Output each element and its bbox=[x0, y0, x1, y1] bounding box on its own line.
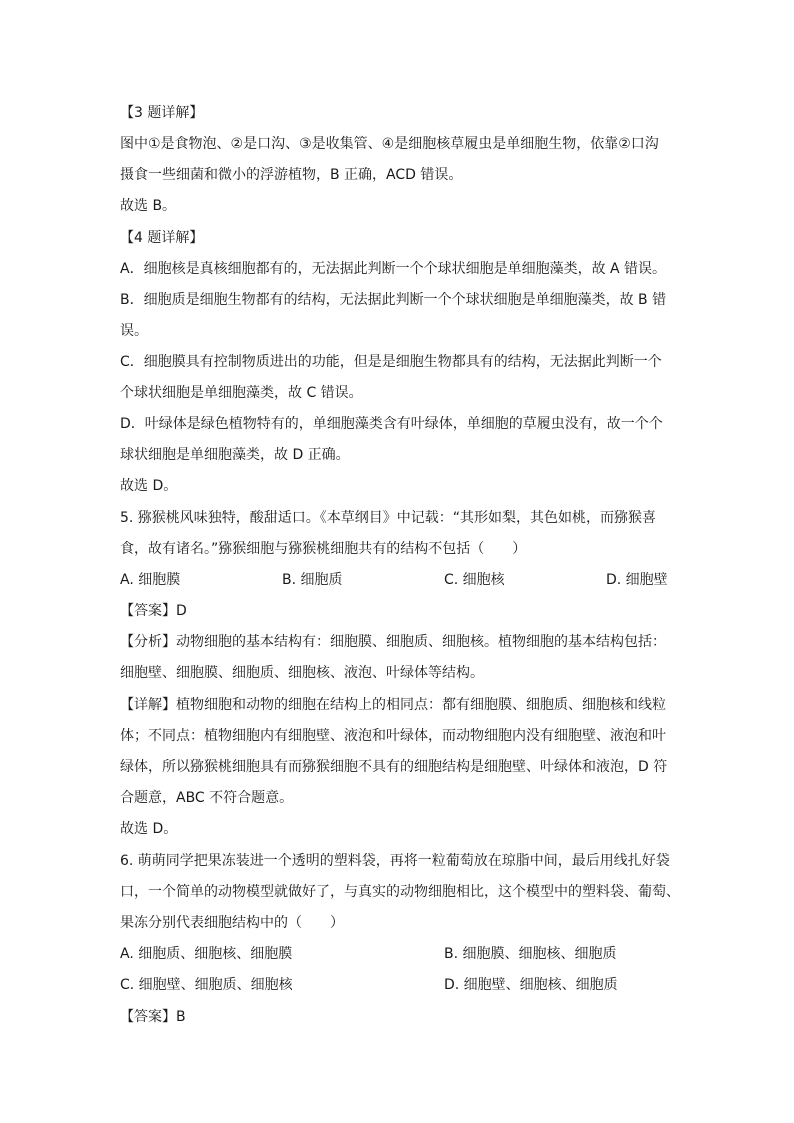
q4-detail-heading: 【4 题详解】 bbox=[120, 230, 204, 246]
q4-conclusion: 故选 D。 bbox=[120, 478, 178, 494]
q5-option-c: C. 细胞核 bbox=[444, 572, 505, 588]
q4-option-b-explanation-1: B．细胞质是细胞生物都有的结构，无法据此判断一个个球状细胞是单细胞藻类，故 B 错 bbox=[120, 292, 667, 308]
q6-stem-line-1: 6. 萌萌同学把果冻装进一个透明的塑料袋，再将一粒葡萄放在琼脂中间，最后用线扎好袋 bbox=[120, 853, 670, 869]
q5-detail-line-2: 体；不同点：植物细胞内有细胞壁、液泡和叶绿体，而动物细胞内没有细胞壁、液泡和叶 bbox=[120, 728, 666, 744]
q5-stem-line-2: 食，故有诸名。”猕猴细胞与猕猴桃细胞共有的结构不包括（ ） bbox=[120, 541, 527, 557]
q5-option-a: A. 细胞膜 bbox=[120, 572, 181, 588]
q6-option-c: C. 细胞壁、细胞质、细胞核 bbox=[120, 977, 293, 993]
q5-option-d: D. 细胞壁 bbox=[606, 572, 668, 588]
q6-option-a: A. 细胞质、细胞核、细胞膜 bbox=[120, 946, 293, 962]
q6-stem-line-3: 果冻分别代表细胞结构中的（ ） bbox=[120, 915, 344, 931]
q5-detail-line-4: 合题意，ABC 不符合题意。 bbox=[120, 790, 294, 806]
q3-detail-line-1: 图中①是食物泡、②是口沟、③是收集管、④是细胞核草履虫是单细胞生物，依靠②口沟 bbox=[120, 136, 659, 152]
q5-option-b: B. 细胞质 bbox=[282, 572, 343, 588]
q6-option-d: D. 细胞壁、细胞核、细胞质 bbox=[444, 977, 618, 993]
q6-answer: 【答案】B bbox=[120, 1009, 186, 1025]
q5-detail-line-1: 【详解】植物细胞和动物的细胞在结构上的相同点：都有细胞膜、细胞质、细胞核和线粒 bbox=[120, 697, 666, 713]
q4-option-c-explanation-2: 个球状细胞是单细胞藻类，故 C 错误。 bbox=[120, 385, 363, 401]
q4-option-b-explanation-2: 误。 bbox=[120, 323, 148, 339]
q4-option-d-explanation-1: D．叶绿体是绿色植物特有的，单细胞藻类含有叶绿体，单细胞的草履虫没有，故一个个 bbox=[120, 416, 663, 432]
q5-analysis-line-2: 细胞壁、细胞膜、细胞质、细胞核、液泡、叶绿体等结构。 bbox=[120, 665, 484, 681]
q4-option-d-explanation-2: 球状细胞是单细胞藻类，故 D 正确。 bbox=[120, 447, 350, 463]
q4-option-a-explanation: A．细胞核是真核细胞都有的，无法据此判断一个个球状细胞是单细胞藻类，故 A 错误。 bbox=[120, 261, 667, 277]
q5-answer: 【答案】D bbox=[120, 603, 187, 619]
q5-conclusion: 故选 D。 bbox=[120, 821, 178, 837]
q5-detail-line-3: 绿体，所以猕猴桃细胞具有而猕猴细胞不具有的细胞结构是细胞壁、叶绿体和液泡，D 符 bbox=[120, 759, 668, 775]
q6-stem-line-2: 口，一个简单的动物模型就做好了，与真实的动物细胞相比，这个模型中的塑料袋、葡萄、 bbox=[120, 884, 680, 900]
q3-conclusion: 故选 B。 bbox=[120, 198, 177, 214]
q6-option-b: B. 细胞膜、细胞核、细胞质 bbox=[444, 946, 617, 962]
q3-detail-heading: 【3 题详解】 bbox=[120, 105, 204, 121]
q4-option-c-explanation-1: C．细胞膜具有控制物质进出的功能，但是是细胞生物都具有的结构，无法据此判断一个 bbox=[120, 354, 662, 370]
q5-analysis-line-1: 【分析】动物细胞的基本结构有：细胞膜、细胞质、细胞核。植物细胞的基本结构包括： bbox=[120, 634, 666, 650]
q5-stem-line-1: 5. 猕猴桃风味独特，酸甜适口。《本草纲目》中记载：“其形如梨，其色如桃，而猕猴喜 bbox=[120, 510, 657, 526]
q3-detail-line-2: 摄食一些细菌和微小的浮游植物，B 正确，ACD 错误。 bbox=[120, 167, 463, 183]
